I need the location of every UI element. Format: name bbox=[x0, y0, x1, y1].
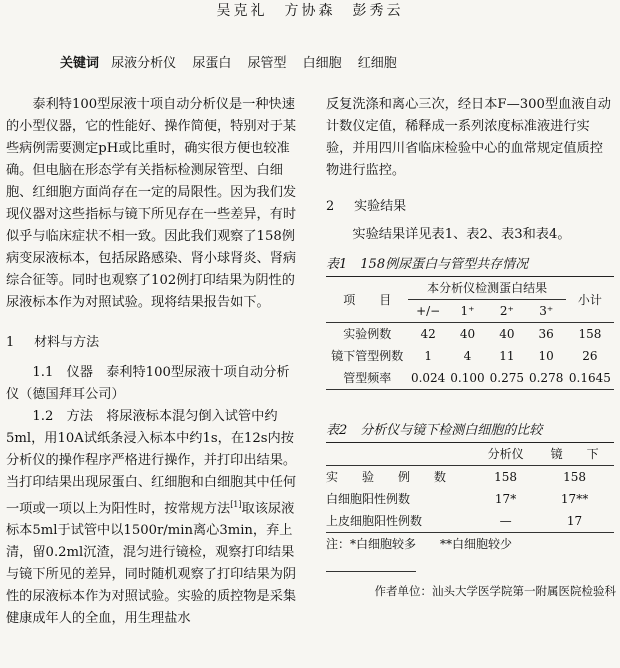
table-cell: 0.275 bbox=[489, 371, 524, 385]
table-1-caption: 表1 158例尿蛋白与管型共存情况 bbox=[326, 257, 529, 272]
footnote-divider bbox=[326, 571, 416, 572]
continued-paragraph: 反复洗涤和离心三次，经日本F—300型血液自动计数仪定值，稀释成一系列浓度标准液进行实验，并用四川省临床检验中心的血常规定值质控物进行监控。 bbox=[326, 97, 611, 178]
section-number: 2 bbox=[326, 199, 335, 214]
table-col-header: 镜 下 bbox=[550, 447, 599, 461]
row-label: 镜下管型例数 bbox=[331, 349, 404, 363]
table-2 bbox=[326, 442, 614, 533]
keyword: 尿管型 bbox=[247, 56, 287, 71]
table-cell: 0.1645 bbox=[568, 371, 611, 385]
method-text: 将尿液标本混匀倒入试管中约5ml，用10A试纸条浸入标本中约1s，在12s内按分析仪的操作程序严格进行操作，并打印出结果。当打印结果出现尿蛋白、红细胞和白细胞其中任何一项或一项以上为阳性时，按常规方法 bbox=[6, 409, 297, 517]
table-cell: 17** bbox=[560, 492, 589, 506]
section-title: 实验结果 bbox=[354, 199, 407, 214]
keyword: 红细胞 bbox=[357, 56, 397, 71]
table-col-header: 分析仪 bbox=[487, 447, 524, 461]
table-cell: 1 bbox=[424, 349, 432, 363]
table-cell: 42 bbox=[420, 327, 436, 341]
subsection-1-2 bbox=[6, 406, 299, 630]
section-title: 材料与方法 bbox=[34, 335, 100, 350]
section-number: 1 bbox=[6, 335, 15, 350]
subsection-label: 1.1 仪器 bbox=[32, 365, 93, 380]
table-cell: 36 bbox=[538, 327, 554, 341]
table-2-caption: 表2 分析仪与镜下检测白细胞的比较 bbox=[326, 423, 543, 438]
table-cell: 4 bbox=[463, 349, 472, 363]
table-col-header: +/− bbox=[416, 304, 441, 318]
row-label: 实 验 例 数 bbox=[326, 470, 447, 484]
table-cell: 17* bbox=[494, 492, 517, 506]
keywords bbox=[60, 52, 409, 71]
table-cell: 10 bbox=[538, 349, 554, 363]
keyword: 白细胞 bbox=[302, 56, 342, 71]
table-row bbox=[326, 367, 614, 390]
table-header-total: 小计 bbox=[577, 292, 602, 307]
intro-paragraph: 泰利特100型尿液十项自动分析仪是一种快速的小型仪器，它的性能好、操作简便，特别对于某些病例需要测定pH或比重时，确实很方便也较准确。但电脑在形态学有关指标检测尿管型、白细胞、红细胞方面尚存在一定的局限性。因为我们发现仪器对这些指标与镜下所见存在一些差异，有时似乎与临床症状不相一致。因此我们观察了158例病变尿液标本，包括尿路感染、肾小球肾炎、肾病综合征等。同时也观察了102例打印结果为阴性的尿液标本作为对照试验。现将结果报告如下。 bbox=[6, 97, 297, 310]
table-cell: 40 bbox=[499, 327, 515, 341]
subsection-1-1 bbox=[6, 362, 299, 406]
table-cell: 158 bbox=[494, 470, 518, 484]
table-cell: 0.024 bbox=[410, 371, 446, 385]
row-label: 白细胞阳性例数 bbox=[326, 492, 411, 506]
keyword: 尿液分析仪 bbox=[111, 56, 177, 71]
row-label: 上皮细胞阳性例数 bbox=[326, 514, 423, 528]
row-label: 实验例数 bbox=[343, 327, 392, 341]
table-cell: 17 bbox=[566, 514, 583, 528]
left-column bbox=[6, 94, 299, 630]
right-column bbox=[326, 94, 616, 602]
author-affiliation: 作者单位：汕头大学医学院第一附属医院检验科 bbox=[374, 584, 616, 598]
table-col-header: 3⁺ bbox=[539, 304, 554, 318]
table-cell: 11 bbox=[499, 349, 515, 363]
subsection-text: 泰利特100型尿液十项自动分析仪（德国拜耳公司） bbox=[6, 365, 290, 402]
table-cell: 26 bbox=[582, 349, 598, 363]
authors: 吴克礼 方协森 彭秀云 bbox=[216, 3, 404, 19]
table-row bbox=[326, 488, 614, 510]
table-cell: — bbox=[499, 514, 512, 528]
table-cell: 158 bbox=[563, 470, 587, 484]
row-label: 管型频率 bbox=[343, 371, 392, 385]
table-row bbox=[326, 345, 614, 367]
section-1-heading bbox=[6, 332, 299, 354]
results-text: 实验结果详见表1、表2、表3和表4。 bbox=[352, 227, 571, 242]
table-cell: 0.278 bbox=[528, 371, 564, 385]
keyword: 尿蛋白 bbox=[192, 56, 232, 71]
reference-marker: [1] bbox=[230, 500, 242, 509]
subsection-label: 1.2 方法 bbox=[32, 409, 93, 424]
table-col-header: 2⁺ bbox=[499, 304, 514, 318]
table-cell: 158 bbox=[578, 327, 602, 341]
table-cell: 40 bbox=[459, 327, 476, 341]
table-row bbox=[326, 323, 614, 346]
table-2-note: 注：*白细胞较多 **白细胞较少 bbox=[326, 537, 513, 551]
table-cell: 0.100 bbox=[450, 371, 485, 385]
method-text-cont: 取该尿液标本5ml于试管中以1500r/min离心3min，弃上清，留0.2ml沉渣，混匀进行镜检，观察打印结果与镜下所见的差异，同时随机观察了打印结果为阴性的尿液标本作为对照试验。实验的质控物是采集健康成年人的全血，用生理盐水 bbox=[6, 501, 297, 627]
section-2-heading bbox=[326, 196, 616, 218]
keywords-label: 关键词 bbox=[60, 56, 100, 71]
table-row bbox=[326, 510, 614, 533]
table-header-item: 项 目 bbox=[343, 292, 392, 307]
table-1 bbox=[326, 276, 614, 390]
table-col-header: 1⁺ bbox=[460, 304, 475, 318]
table-row bbox=[326, 466, 614, 489]
table-header-group: 本分析仪检测蛋白结果 bbox=[408, 277, 565, 300]
